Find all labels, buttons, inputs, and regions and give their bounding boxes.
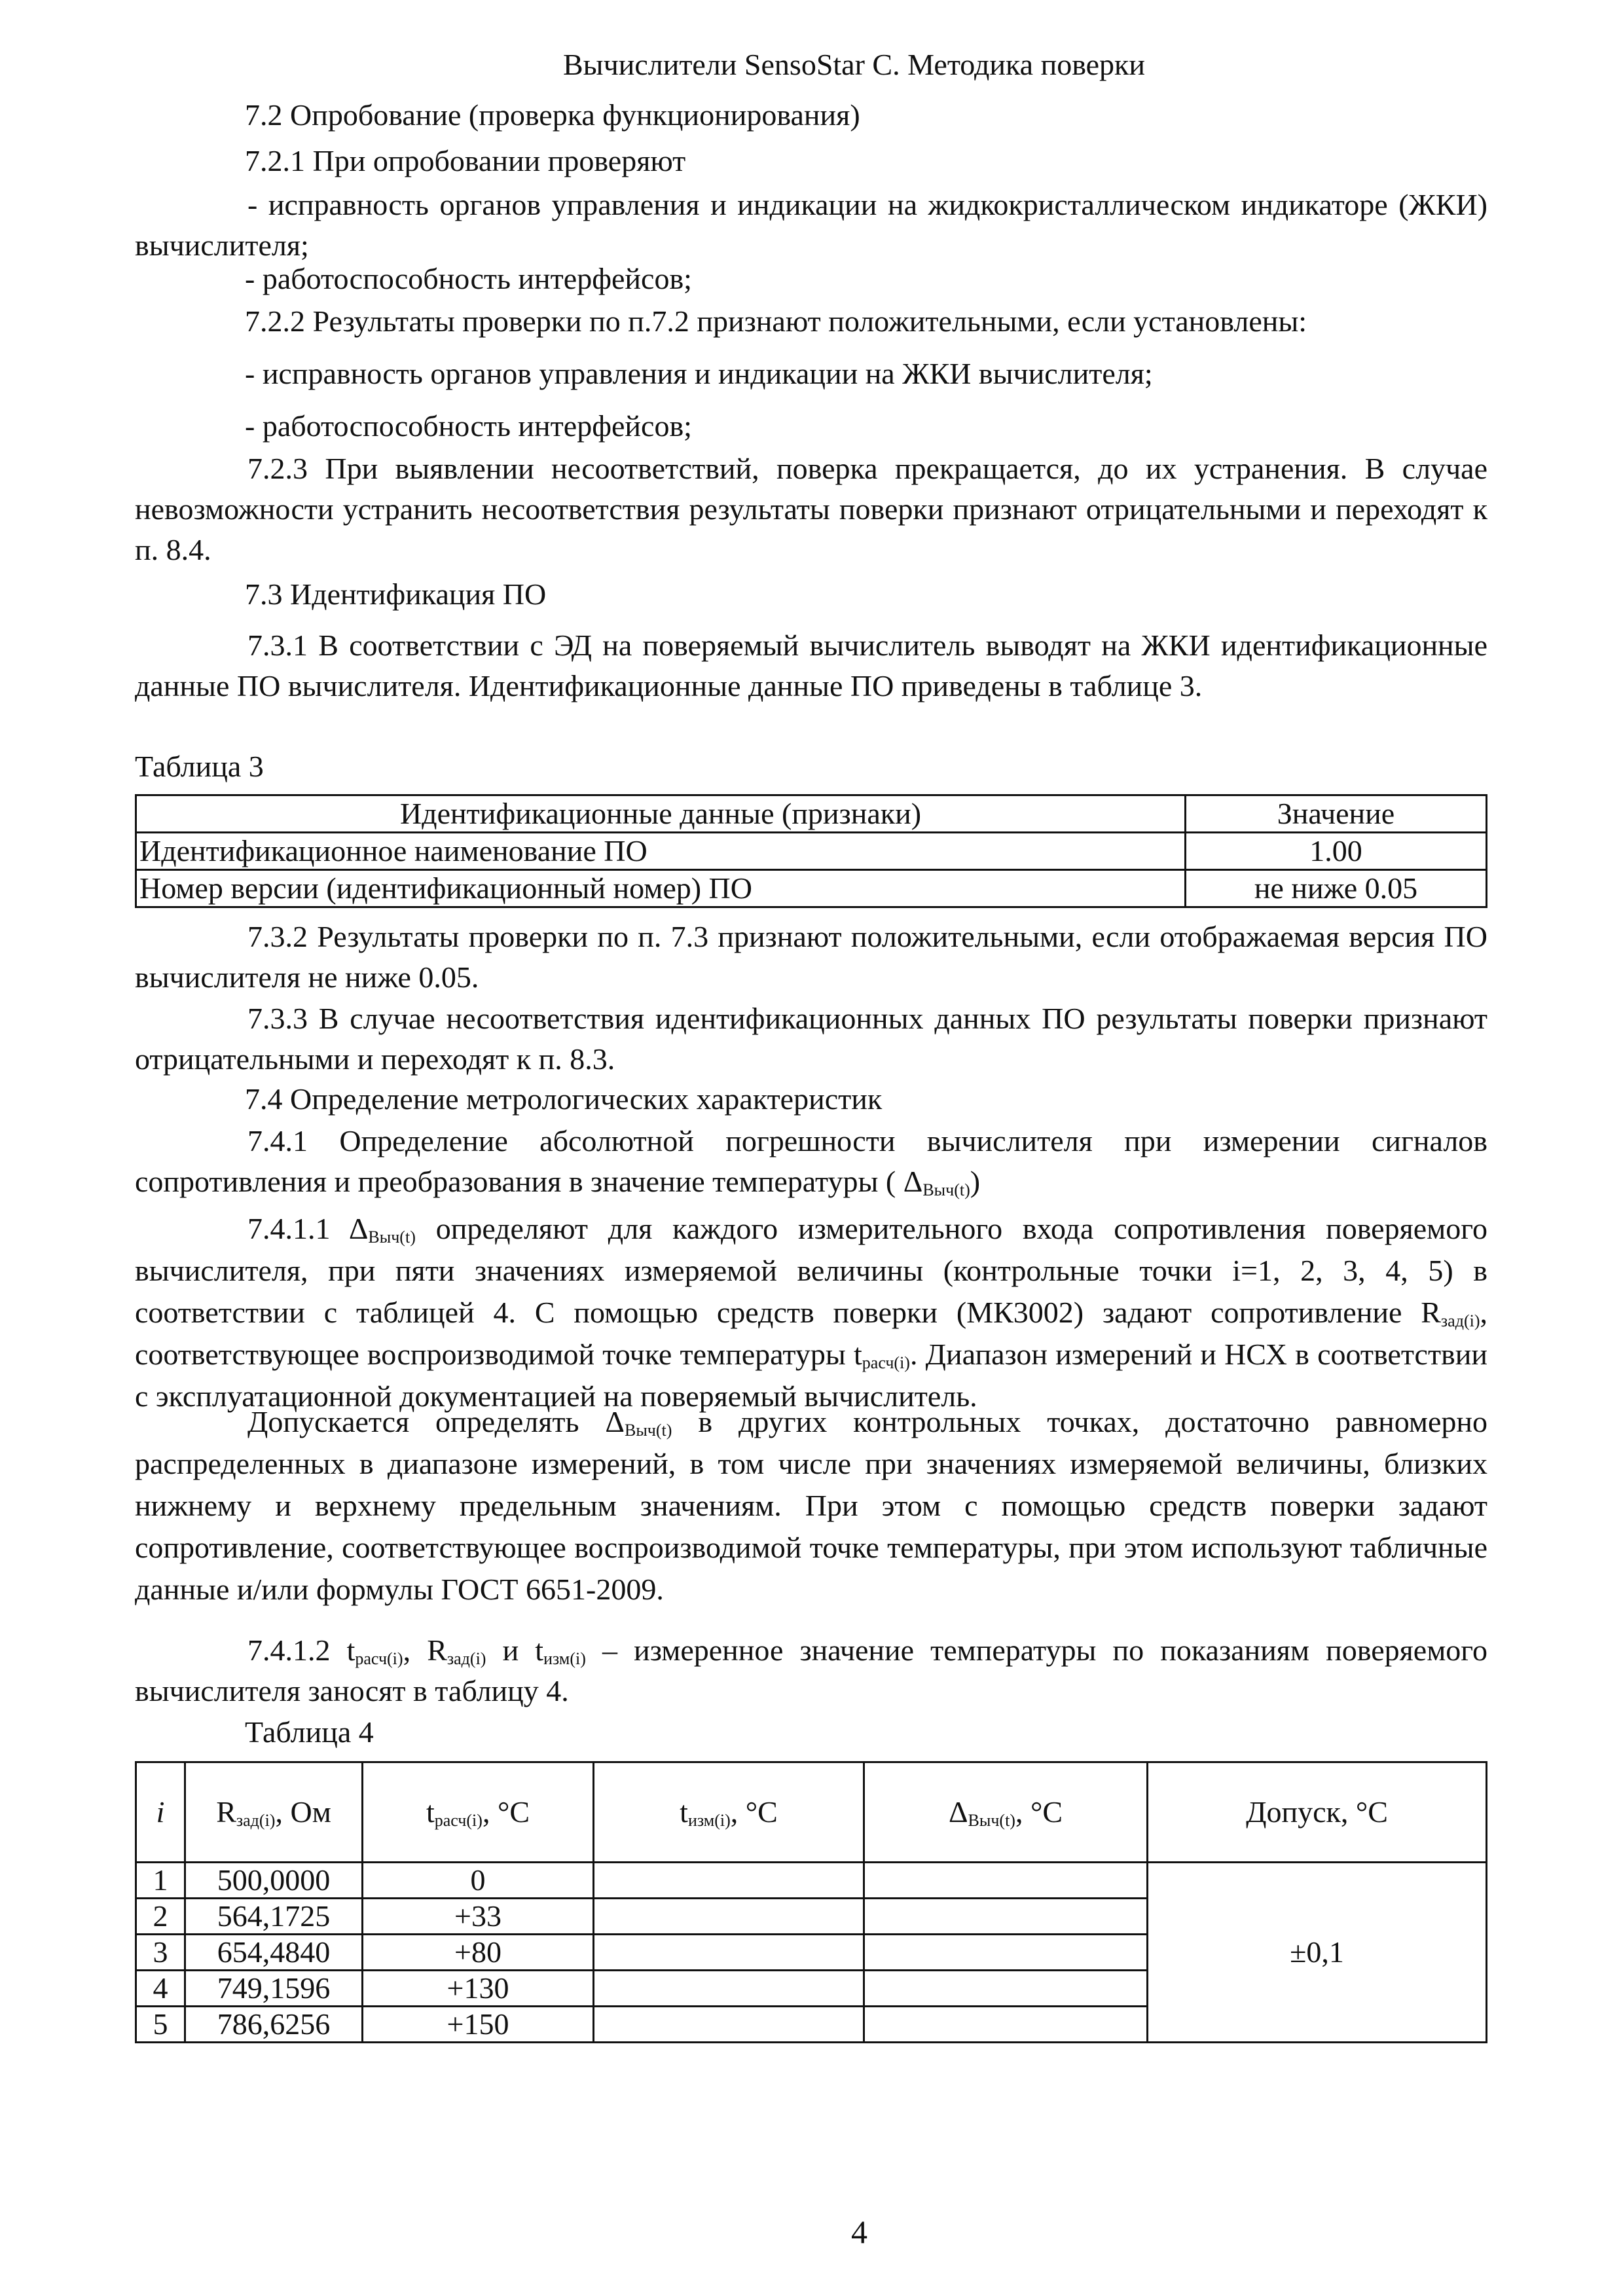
para-7-4-1-1: 7.4.1.1 $\Delta_{Выч(t)}$ определяют для каждого измерительного входа сопротивления поверяемого вычислителя, при пяти значениях измеряемой величины (контрольные точки i=1, 2, 3, 4, 5) в соответствии с таблицей 4. С помощью средств поверки (МК3002) задают сопротивление $R_{зад(i)}$, соответствующее воспроизводимой точке температуры $t_{расч(i)}$. Диапазон измерений и НСХ в соответствии с эксплуатационной документацией на поверяемый вычислитель. [135,1212,1488,1413]
table3-cell: не ниже 0.05 [1186,870,1487,907]
table4-cell [594,1863,864,1899]
table4-cell [864,1899,1148,1935]
table4-cell [594,1899,864,1935]
table4-cell: 4 [136,1971,185,2007]
table4-cell: +130 [363,1971,594,2007]
table-4 [135,1761,1487,2043]
table4-cell: +33 [363,1899,594,1935]
table4-caption: Таблица 4 [245,1715,374,1749]
table-row [136,870,1487,907]
table4-cell [864,1863,1148,1899]
section-7-3-heading: 7.3 Идентификация ПО [245,577,547,611]
table3-cell: Идентификационное наименование ПО [136,833,1186,870]
running-header: Вычислители SensoStar C. Методика поверки [563,48,1146,81]
table4-header-r: $R_{зад(i)}$, Ом [185,1762,363,1863]
para-7-3-3: 7.3.3 В случае несоответствия идентификационных данных ПО результаты поверки признают отрицательными и переходят к п. 8.3. [135,1002,1487,1076]
table4-header-delta: $\Delta_{Выч(t)}$, °С [864,1762,1148,1863]
table4-cell [864,1935,1148,1971]
table4-cell: 3 [136,1935,185,1971]
table4-cell: 5 [136,2007,185,2043]
table4-header-tmeas: $t_{изм(i)}$, °С [594,1762,864,1863]
table4-cell: 1 [136,1863,185,1899]
section-7-4-heading: 7.4 Определение метрологических характеристик [245,1082,883,1116]
bullet-interfaces: - работоспособность интерфейсов; [245,262,692,295]
bullet-controls: - исправность органов управления и индикации на жидкокристаллическом индикаторе (ЖКИ) вычислителя; [135,188,1487,262]
table-row [136,1863,1487,1899]
table4-cell: 0 [363,1863,594,1899]
para-7-4-1-2: 7.4.1.2 $t_{расч(i)}$, $R_{зад(i)}$ и $t_{изм(i)}$ – измеренное значение температуры по показаниям поверяемого вычислителя заносят в таблицу 4. [135,1633,1488,1707]
para-7-2-3: 7.2.3 При выявлении несоответствий, поверка прекращается, до их устранения. В случае невозможности устранить несоответствия результаты поверки признают отрицательными и переходят к п. 8.4. [135,452,1487,566]
table3-caption: Таблица 3 [135,750,264,783]
table4-cell: +80 [363,1935,594,1971]
table3-cell: 1.00 [1186,833,1487,870]
table4-cell [594,1935,864,1971]
table4-tolerance-value: ±0,1 [1148,1863,1487,2043]
table-row [136,833,1487,870]
table4-cell: 786,6256 [185,2007,363,2043]
table3-header-name: Идентификационные данные (признаки) [136,795,1186,833]
table4-header-tcalc: $t_{расч(i)}$, °С [363,1762,594,1863]
table4-cell: 749,1596 [185,1971,363,2007]
table4-cell [594,1971,864,2007]
para-7-2-2: 7.2.2 Результаты проверки по п.7.2 признают положительными, если установлены: [245,304,1307,338]
table4-header-tolerance: Допуск, °С [1148,1762,1487,1863]
table4-cell: 2 [136,1899,185,1935]
table4-cell: 654,4840 [185,1935,363,1971]
para-7-3-2: 7.3.2 Результаты проверки по п. 7.3 признают положительными, если отображаемая версия ПО вычислителя не ниже 0.05. [135,920,1487,994]
section-7-2-heading: 7.2 Опробование (проверка функционирования) [245,98,860,132]
table3-header-value: Значение [1186,795,1487,833]
table3-cell: Номер версии (идентификационный номер) ПО [136,870,1186,907]
table4-cell [864,1971,1148,2007]
table4-cell: +150 [363,2007,594,2043]
para-7-4-1: 7.4.1 Определение абсолютной погрешности вычислителя при измерении сигналов сопротивления и преобразования в значение температуры ( $\Delta_{Выч(t)}$) [135,1124,1487,1199]
table4-cell: 500,0000 [185,1863,363,1899]
para-7-3-1: 7.3.1 В соответствии с ЭД на поверяемый вычислитель выводят на ЖКИ идентификационные данные ПО вычислителя. Идентификационные данные ПО приведены в таблице 3. [135,629,1487,702]
bullet-interfaces-2: - работоспособность интерфейсов; [245,409,692,443]
para-allowed: Допускается определять $\Delta_{Выч(t)}$ в других контрольных точках, достаточно равномерно распределенных в диапазоне измерений, в том числе при значениях измеряемой величины, близких нижнему и верхнему предельным значениям. При этом с помощью средств поверки задают сопротивление, соответствующее воспроизводимой точке температуры, при этом используют табличные данные и/или формулы ГОСТ 6651-2009. [135,1405,1487,1606]
para-7-2-1: 7.2.1 При опробовании проверяют [245,144,686,177]
table4-header-i: i [136,1762,185,1863]
bullet-controls-2: - исправность органов управления и индикации на ЖКИ вычислителя; [245,357,1153,390]
table4-cell: 564,1725 [185,1899,363,1935]
table4-cell [594,2007,864,2043]
table4-cell [864,2007,1148,2043]
table-3 [135,794,1487,908]
page-number: 4 [851,2214,867,2250]
